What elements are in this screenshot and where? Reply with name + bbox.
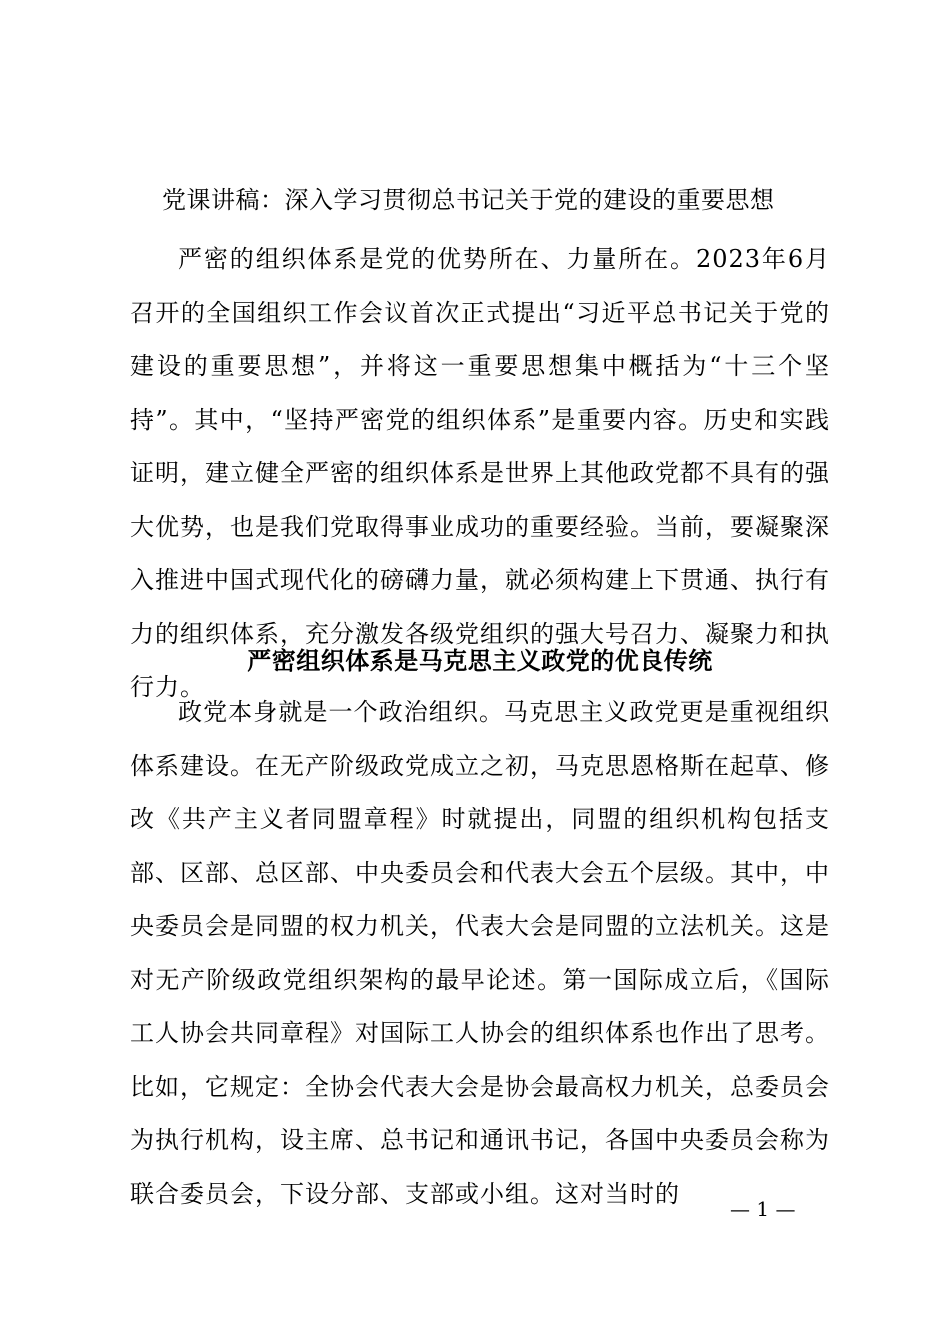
body-paragraph-1: 严密的组织体系是党的优势所在、力量所在。2023年6月召开的全国组织工作会议首次正式提出“习近平总书记关于党的建设的重要思想”，并将这一重要思想集中概括为“十三个坚持”。其中，“坚持严密党的组织体系”是重要内容。历史和实践证明，建立健全严密的组织体系是世界上其他政党都不具有的强大优势，也是我们党取得事业成功的重要经验。当前，要凝聚深入推进中国式现代化的磅礴力量，就必须构建上下贯通、执行有力的组织体系，充分激发各级党组织的强大号召力、凝聚力和执行力。 — [130, 245, 830, 701]
body-paragraph-2: 政党本身就是一个政治组织。马克思主义政党更是重视组织体系建设。在无产阶级政党成立之初，马克思恩格斯在起草、修改《共产主义者同盟章程》时就提出，同盟的组织机构包括支部、区部、总区部、中央委员会和代表大会五个层级。其中，中央委员会是同盟的权力机关，代表大会是同盟的立法机关。这是对无产阶级政党组织架构的最早论述。第一国际成立后，《国际工人协会共同章程》对国际工人协会的组织体系也作出了思考。比如，它规定：全协会代表大会是协会最高权力机关，总委员会为执行机构，设主席、总书记和通讯书记，各国中央委员会称为联合委员会，下设分部、支部或小组。这对当时的 — [130, 698, 830, 1208]
document-title: 党课讲稿：深入学习贯彻总书记关于党的建设的重要思想 — [162, 186, 775, 214]
page-number: — 1 — — [730, 1197, 796, 1221]
section-heading: 严密组织体系是马克思主义政党的优良传统 — [247, 646, 713, 675]
